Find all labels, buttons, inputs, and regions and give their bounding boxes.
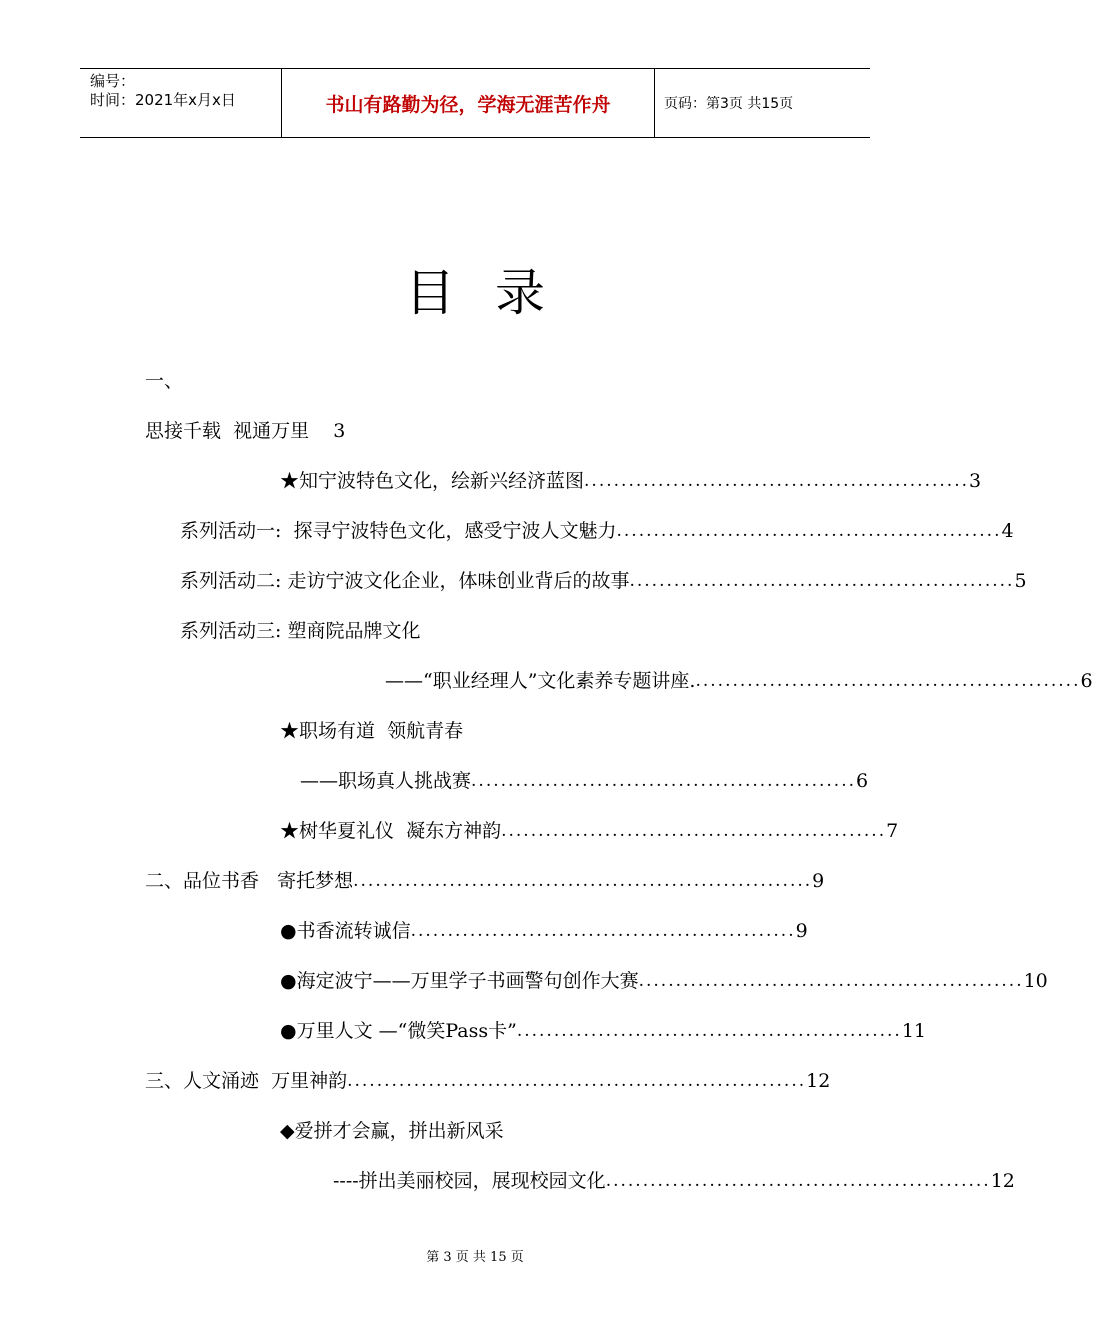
toc-leader: .................................................... bbox=[584, 471, 970, 491]
toc-entry-label: ——职场真人挑战赛 bbox=[300, 770, 472, 792]
toc-page-number: 5 bbox=[1014, 570, 1027, 592]
header-page-info: 页码：第3页 共15页 bbox=[664, 96, 794, 112]
toc-entry[interactable] bbox=[280, 964, 1048, 994]
toc-page-number: 6 bbox=[1080, 670, 1093, 692]
toc-entry-label: ★树华夏礼仪 凝东方神韵 bbox=[280, 820, 502, 842]
toc-entry[interactable] bbox=[280, 1014, 926, 1044]
toc-entry[interactable] bbox=[385, 664, 1093, 694]
toc-page-number: 9 bbox=[795, 920, 808, 942]
toc-leader: .............................................................. bbox=[347, 1071, 807, 1091]
toc-entry-label: 三、人文涌迹 万里神韵 bbox=[145, 1070, 348, 1092]
toc-entry-label: ◆爱拼才会赢，拼出新风采 bbox=[280, 1120, 504, 1142]
toc-entry-label: ----拼出美丽校园，展现校园文化 bbox=[333, 1170, 606, 1192]
toc-leader: .................................................... bbox=[410, 921, 796, 941]
toc-entry[interactable] bbox=[280, 914, 806, 944]
toc-entry-label: ●海定波宁——万里学子书画警句创作大赛 bbox=[280, 970, 639, 992]
toc-leader: .................................................... bbox=[516, 1021, 902, 1041]
toc-entry-label: ——“职业经理人”文化素养专题讲座. bbox=[385, 670, 696, 692]
toc-page-number: 12 bbox=[990, 1170, 1015, 1192]
toc-page-number: 4 bbox=[1001, 520, 1014, 542]
toc-entry-label: 二、品位书香 寄托梦想 bbox=[145, 870, 354, 892]
toc-entry[interactable] bbox=[333, 1164, 1015, 1194]
toc-entry[interactable] bbox=[145, 864, 825, 894]
toc-leader: .................................................... bbox=[616, 521, 1002, 541]
toc-entry[interactable] bbox=[300, 764, 869, 794]
toc-entry-label: 系列活动一: 探寻宁波特色文化，感受宁波人文魅力 bbox=[180, 520, 617, 542]
page-footer: 第 3 页 共 15 页 bbox=[426, 1250, 524, 1265]
toc-page-number: 10 bbox=[1023, 970, 1048, 992]
toc-entry-label: 思接千载 视通万里 3 bbox=[145, 420, 346, 442]
toc-entry-label: ★职场有道 领航青春 bbox=[280, 720, 464, 742]
toc-entry[interactable] bbox=[280, 714, 463, 744]
toc-leader: .................................................... bbox=[638, 971, 1024, 991]
toc-entry[interactable] bbox=[145, 1064, 831, 1094]
toc-leader: .................................................... bbox=[605, 1171, 991, 1191]
toc-page-number: 3 bbox=[969, 470, 982, 492]
time-label: 时间：2021年x月x日 bbox=[90, 91, 236, 109]
toc-title: 目录 bbox=[405, 264, 585, 322]
toc-entry[interactable] bbox=[180, 614, 420, 644]
toc-entry-label: ●万里人文 —“微笑Pass卡” bbox=[280, 1020, 517, 1042]
toc-page-number: 12 bbox=[806, 1070, 831, 1092]
toc-entry-label: 系列活动二: 走访宁波文化企业，体味创业背后的故事 bbox=[180, 570, 630, 592]
toc-entry[interactable] bbox=[145, 364, 183, 394]
header-motto: 书山有路勤为径，学海无涯苦作舟 bbox=[281, 69, 655, 137]
toc-page-number: 7 bbox=[886, 820, 899, 842]
toc-entry-label: 系列活动三: 塑商院品牌文化 bbox=[180, 620, 421, 642]
toc-leader: .................................................... bbox=[629, 571, 1015, 591]
toc-entry[interactable] bbox=[145, 414, 345, 444]
toc-entry[interactable] bbox=[280, 464, 982, 494]
toc-entry[interactable] bbox=[280, 814, 899, 844]
toc-entry-label: 一、 bbox=[145, 370, 184, 392]
toc-leader: .............................................................. bbox=[353, 871, 813, 891]
toc-leader: .................................................... bbox=[471, 771, 857, 791]
toc-page-number: 6 bbox=[856, 770, 869, 792]
header-left-cell bbox=[80, 69, 280, 137]
toc-entry[interactable] bbox=[180, 514, 1014, 544]
toc-entry[interactable] bbox=[280, 1114, 504, 1144]
toc-entry-label: ●书香流转诚信 bbox=[280, 920, 411, 942]
toc-page-number: 9 bbox=[812, 870, 825, 892]
toc-page-number: 11 bbox=[901, 1020, 926, 1042]
toc-entry[interactable] bbox=[180, 564, 1027, 594]
toc-leader: .................................................... bbox=[695, 671, 1081, 691]
page-header bbox=[80, 68, 870, 138]
toc-entry-label: ★知宁波特色文化，绘新兴经济蓝图 bbox=[280, 470, 585, 492]
number-label: 编号： bbox=[90, 72, 136, 90]
toc-leader: .................................................... bbox=[501, 821, 887, 841]
